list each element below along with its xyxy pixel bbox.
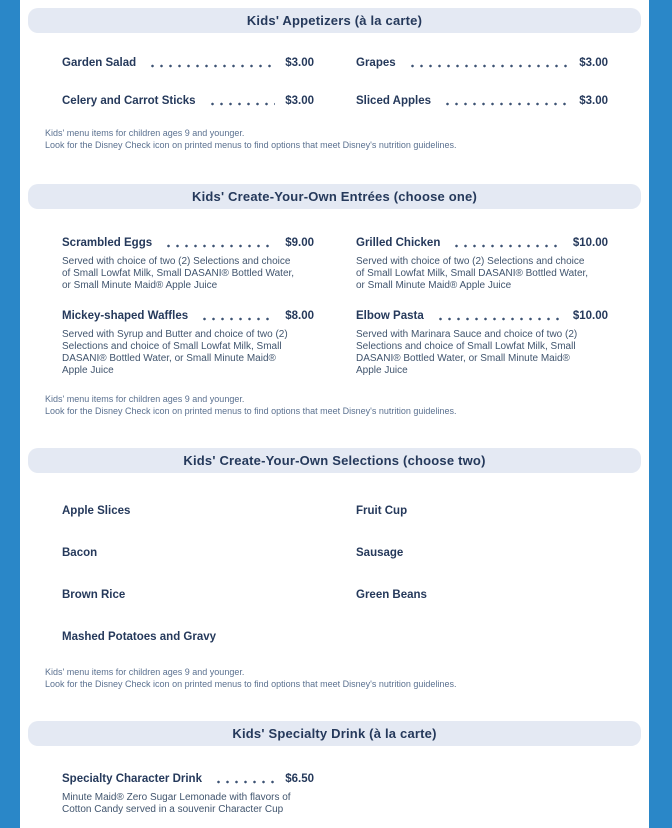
item-name: Elbow Pasta xyxy=(356,310,424,322)
dotted-leader xyxy=(164,244,275,248)
item-row xyxy=(356,310,608,323)
section-kids-selections xyxy=(20,448,649,690)
item-row xyxy=(62,773,314,786)
item-row xyxy=(356,237,608,250)
menu-item xyxy=(62,585,314,603)
footnote-line: Kids' menu items for children ages 9 and younger. xyxy=(45,394,245,404)
section-kids-entrees xyxy=(20,184,649,417)
dotted-leader xyxy=(436,317,563,321)
page-left-margin-stripe xyxy=(0,0,20,828)
selections-grid xyxy=(20,501,649,645)
section-kids-specialty-drink xyxy=(20,721,649,816)
specialty-drink-grid xyxy=(20,773,649,816)
item-row xyxy=(62,95,314,108)
section-kids-appetizers xyxy=(20,8,649,151)
item-description: Minute Maid® Zero Sugar Lemonade with flavors of Cotton Candy served in a souvenir Character Cup xyxy=(62,792,291,815)
item-price: $9.00 xyxy=(285,237,314,249)
menu-item xyxy=(356,310,608,377)
dotted-leader xyxy=(408,64,570,68)
menu-item xyxy=(62,310,314,377)
item-name: Grilled Chicken xyxy=(356,237,441,249)
item-name: Fruit Cup xyxy=(356,505,408,517)
item-row xyxy=(356,95,608,108)
item-name: Sliced Apples xyxy=(356,95,431,107)
dotted-leader xyxy=(200,317,275,321)
item-name: Mashed Potatoes and Gravy xyxy=(62,631,217,643)
section-header xyxy=(28,448,641,473)
item-name: Apple Slices xyxy=(62,505,131,517)
menu-content xyxy=(20,0,649,828)
menu-item xyxy=(62,773,314,816)
dotted-leader xyxy=(208,102,276,106)
item-name: Green Beans xyxy=(356,589,427,601)
item-description: Served with choice of two (2) Selections and choice of Small Lowfat Milk, Small DASANI® Bottled Water, or Small Minute Maid® Apple Juice xyxy=(356,256,589,291)
item-price: $10.00 xyxy=(572,237,608,249)
menu-item xyxy=(356,95,608,108)
footnote-line: Kids' menu items for children ages 9 and younger. xyxy=(45,667,245,677)
item-description: Served with choice of two (2) Selections and choice of Small Lowfat Milk, Small DASANI® Bottled Water, or Small Minute Maid® Apple Juice xyxy=(62,256,295,291)
item-name: Sausage xyxy=(356,547,404,559)
section-footnote xyxy=(20,667,649,690)
appetizers-grid xyxy=(20,57,649,108)
menu-item xyxy=(356,543,608,561)
menu-item xyxy=(356,57,608,70)
section-title: Kids' Create-Your-Own Selections (choose two) xyxy=(183,453,486,468)
item-price: $10.00 xyxy=(572,310,608,322)
item-name: Brown Rice xyxy=(62,589,126,601)
menu-item xyxy=(356,501,608,519)
item-name: Scrambled Eggs xyxy=(62,237,153,249)
item-price: $8.00 xyxy=(285,310,314,322)
item-name: Celery and Carrot Sticks xyxy=(62,95,196,107)
item-price: $3.00 xyxy=(285,95,314,107)
item-price: $6.50 xyxy=(285,773,314,785)
dotted-leader xyxy=(452,244,562,248)
page-right-margin-stripe xyxy=(649,0,672,828)
section-header xyxy=(28,721,641,746)
item-name: Grapes xyxy=(356,57,396,69)
item-name: Garden Salad xyxy=(62,57,137,69)
section-title: Kids' Create-Your-Own Entrées (choose one) xyxy=(191,189,478,204)
section-header xyxy=(28,184,641,209)
item-price: $3.00 xyxy=(579,95,608,107)
item-name: Bacon xyxy=(62,547,98,559)
footnote-line: Look for the Disney Check icon on printed menus to find options that meet Disney's nutrition guidelines. xyxy=(45,678,457,689)
menu-item xyxy=(62,57,314,70)
item-row xyxy=(62,237,314,250)
dotted-leader xyxy=(148,64,275,68)
menu-item xyxy=(62,543,314,561)
menu-item xyxy=(62,627,314,645)
item-name: Specialty Character Drink xyxy=(62,773,202,785)
section-footnote xyxy=(20,128,649,151)
menu-item xyxy=(62,95,314,108)
item-name: Mickey-shaped Waffles xyxy=(62,310,189,322)
section-footnote xyxy=(20,394,649,417)
entrees-grid xyxy=(20,237,649,377)
footnote-line: Look for the Disney Check icon on printed menus to find options that meet Disney's nutrition guidelines. xyxy=(45,139,457,150)
item-row xyxy=(62,57,314,70)
item-price: $3.00 xyxy=(285,57,314,69)
section-title: Kids' Appetizers (à la carte) xyxy=(246,13,423,28)
menu-item xyxy=(62,237,314,292)
item-row xyxy=(356,57,608,70)
footnote-line: Look for the Disney Check icon on printed menus to find options that meet Disney's nutrition guidelines. xyxy=(45,405,457,416)
dotted-leader xyxy=(443,102,569,106)
footnote-line: Kids' menu items for children ages 9 and younger. xyxy=(45,128,245,138)
item-description: Served with Syrup and Butter and choice of two (2) Selections and choice of Small Lowfat Milk, Small DASANI® Bottled Water, or Small Minute Maid® Apple Juice xyxy=(62,329,288,376)
item-description: Served with Marinara Sauce and choice of two (2) Selections and choice of Small Lowfat Milk, Small DASANI® Bottled Water, or Small Minute Maid® Apple Juice xyxy=(356,329,578,376)
dotted-leader xyxy=(214,780,275,784)
section-header xyxy=(28,8,641,33)
item-row xyxy=(62,310,314,323)
item-price: $3.00 xyxy=(579,57,608,69)
menu-item xyxy=(356,585,608,603)
menu-item xyxy=(62,501,314,519)
section-title: Kids' Specialty Drink (à la carte) xyxy=(232,726,437,741)
menu-item xyxy=(356,237,608,292)
